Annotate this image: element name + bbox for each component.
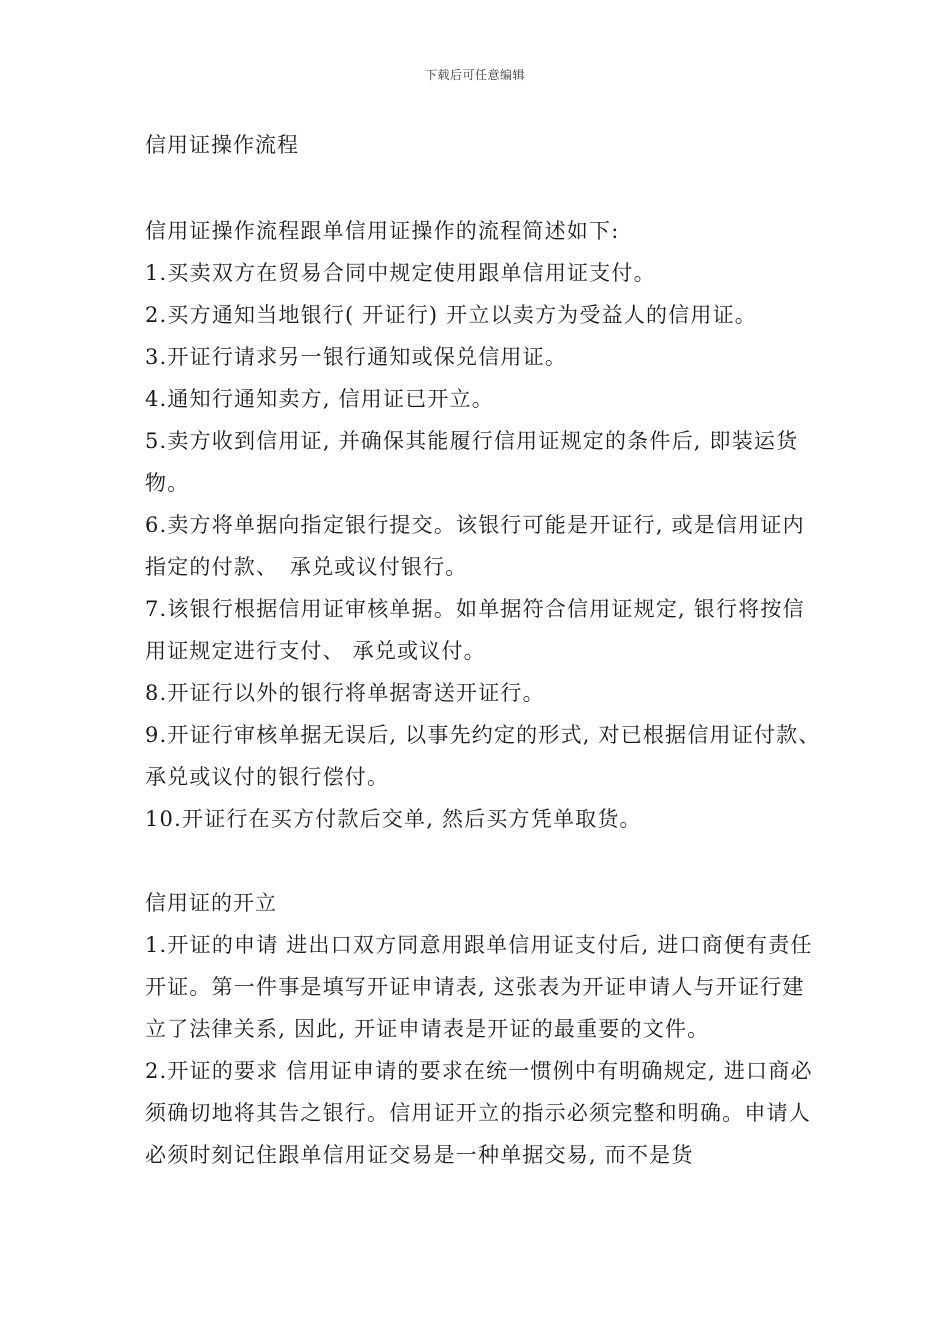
document-title: 信用证操作流程 <box>145 133 299 157</box>
section-paragraph-2: 2.开证的要求 信用证申请的要求在统一惯例中有明确规定, 进口商必须确切地将其告之银行。信用证开立的指示必须完整和明确。申请人必须时刻记住跟单信用证交易是一种单据交易, 而不是货 <box>145 1059 813 1167</box>
step-8: 8.开证行以外的银行将单据寄送开证行。 <box>145 681 545 705</box>
step-5: 5.卖方收到信用证, 并确保其能履行信用证规定的条件后, 即装运货物。 <box>145 429 799 495</box>
section-title: 信用证的开立 <box>145 891 277 915</box>
spacer <box>145 840 825 882</box>
step-4: 4.通知行通知卖方, 信用证已开立。 <box>145 387 494 411</box>
step-9: 9.开证行审核单据无误后, 以事先约定的形式, 对已根据信用证付款、 承兑或议付的银行偿付。 <box>145 723 821 789</box>
document-body <box>145 128 825 1176</box>
step-7: 7.该银行根据信用证审核单据。如单据符合信用证规定, 银行将按信用证规定进行支付、 承兑或议付。 <box>145 597 805 663</box>
section-paragraph-1: 1.开证的申请 进出口双方同意用跟单信用证支付后, 进口商便有责任开证。第一件事是填写开证申请表, 这张表为开证申请人与开证行建立了法律关系, 因此, 开证申请表是开证的最重要的文件。 <box>145 933 813 1041</box>
intro-paragraph: 信用证操作流程跟单信用证操作的流程简述如下: <box>145 219 620 243</box>
spacer <box>145 162 825 210</box>
step-2: 2.买方通知当地银行( 开证行) 开立以卖方为受益人的信用证。 <box>145 303 757 327</box>
step-6: 6.卖方将单据向指定银行提交。该银行可能是开证行, 或是信用证内指定的付款、 承兑或议付银行。 <box>145 513 805 579</box>
step-3: 3.开证行请求另一银行通知或保兑信用证。 <box>145 345 568 369</box>
step-1: 1.买卖双方在贸易合同中规定使用跟单信用证支付。 <box>145 261 656 285</box>
header-note: 下载后可任意编辑 <box>424 68 525 82</box>
step-10: 10.开证行在买方付款后交单, 然后买方凭单取货。 <box>145 807 642 831</box>
